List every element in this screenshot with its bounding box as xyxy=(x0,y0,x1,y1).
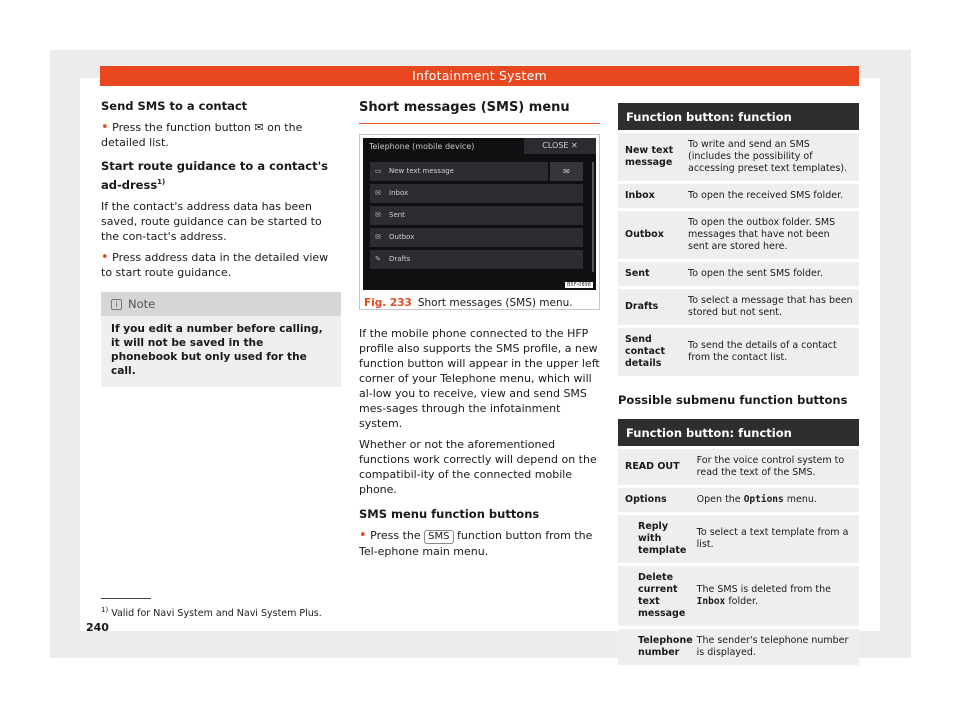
submenu-heading: Possible submenu function buttons xyxy=(618,393,848,407)
paragraph-sms-profile: If the mobile phone connected to the HFP profile also supports the SMS profile, a new function button will appear in the upper left corner of your Telephone menu, which will al-low you to receive, view and send SMS mes-sages through the infotainment system. xyxy=(359,327,600,430)
table-header: Function button: function xyxy=(618,419,859,446)
column-left xyxy=(101,98,341,387)
speech-bubble-icon: ▭ xyxy=(375,167,382,175)
route-instruction: • Press address data in the detailed view to start route guidance. xyxy=(101,249,329,279)
route-text: If the contact's address data has been saved, route guidance can be started to the con-tact's address. xyxy=(101,199,322,243)
figure-code: B5F-0898 xyxy=(566,282,591,288)
page-number: 240 xyxy=(86,621,109,634)
paragraph-compatibility: Whether or not the aforementioned functions work correctly will depend on the compatibil-ity of the connected mobile phone. xyxy=(359,438,597,496)
table-row: Telephone number The sender's telephone number is displayed. xyxy=(618,629,859,665)
envelope-icon: ✉ xyxy=(375,211,381,219)
menu-item-new-text-message[interactable]: ▭ New text message xyxy=(370,162,548,181)
sms-key: SMS xyxy=(424,530,453,544)
function-table xyxy=(618,100,859,379)
note-text: If you edit a number before calling, it will not be saved in the phonebook but only used for the call. xyxy=(111,322,323,377)
table-row: Outbox To open the outbox folder. SMS messages that have not been sent are stored here. xyxy=(618,211,859,259)
page-header: Infotainment System xyxy=(100,66,859,86)
draft-icon: ✎ xyxy=(375,255,381,263)
sms-instruction: • Press the SMS function button from the Tel-ephone main menu. xyxy=(359,528,593,558)
bullet-icon: • xyxy=(359,528,367,543)
envelope-icon: ✉ xyxy=(563,167,570,176)
table-row: Reply with template To select a text template from a list. xyxy=(618,515,859,563)
menu-item-sent[interactable]: ✉ Sent xyxy=(370,206,583,225)
close-button[interactable]: CLOSE ✕ xyxy=(524,138,596,154)
infotainment-screen xyxy=(363,138,596,290)
table-row: Delete current text message The SMS is deleted from the Inbox folder. xyxy=(618,566,859,626)
table-row: Send contact details To send the details of a contact from the contact list. xyxy=(618,328,859,376)
section-title: Short messages (SMS) menu xyxy=(359,98,600,124)
bullet-icon: • xyxy=(101,249,109,265)
route-heading: Start route guidance to a contact's ad-dress$^{1)}$ xyxy=(101,159,328,192)
table-row: READ OUT For the voice control system to read the text of the SMS. xyxy=(618,449,859,485)
envelope-icon: ✉ xyxy=(375,189,381,197)
figure-233 xyxy=(359,134,600,310)
table-row: New text message To write and send an SMS (includes the possibility of accessing preset text templates). xyxy=(618,133,859,181)
table-header: Function button: function xyxy=(618,103,859,130)
menu-item-inbox[interactable]: ✉ Inbox xyxy=(370,184,583,203)
info-icon: i xyxy=(111,299,122,310)
bullet-icon: • xyxy=(101,120,109,135)
note-header: i Note xyxy=(101,292,341,316)
table-row: Sent To open the sent SMS folder. xyxy=(618,262,859,286)
table-row: Inbox To open the received SMS folder. xyxy=(618,184,859,208)
submenu-table xyxy=(618,416,859,668)
menu-item-outbox[interactable]: ✉ Outbox xyxy=(370,228,583,247)
column-middle xyxy=(359,98,600,559)
table-row: Drafts To select a message that has been stored but not sent. xyxy=(618,289,859,325)
envelope-icon: ✉ xyxy=(254,121,264,134)
figure-caption: Fig. 233 Short messages (SMS) menu. xyxy=(364,297,573,309)
send-sms-heading: Send SMS to a contact xyxy=(101,99,248,113)
table-row: Options Open the Options menu. xyxy=(618,488,859,512)
footnote: $^{1)}$ Valid for Navi System and Navi System Plus. xyxy=(101,606,322,620)
screen-title: Telephone (mobile device) xyxy=(369,142,475,151)
envelope-icon: ✉ xyxy=(375,233,381,241)
menu-item-drafts[interactable]: ✎ Drafts xyxy=(370,250,583,269)
close-icon: ✕ xyxy=(571,141,578,150)
scrollbar[interactable] xyxy=(592,162,594,272)
column-right xyxy=(618,100,859,668)
envelope-button[interactable] xyxy=(550,162,583,181)
send-sms-instruction: • Press the function button ✉ on the detailed list. xyxy=(101,120,303,149)
footnote-divider xyxy=(101,598,151,599)
note-box xyxy=(101,292,341,387)
sms-buttons-heading: SMS menu function buttons xyxy=(359,507,540,521)
